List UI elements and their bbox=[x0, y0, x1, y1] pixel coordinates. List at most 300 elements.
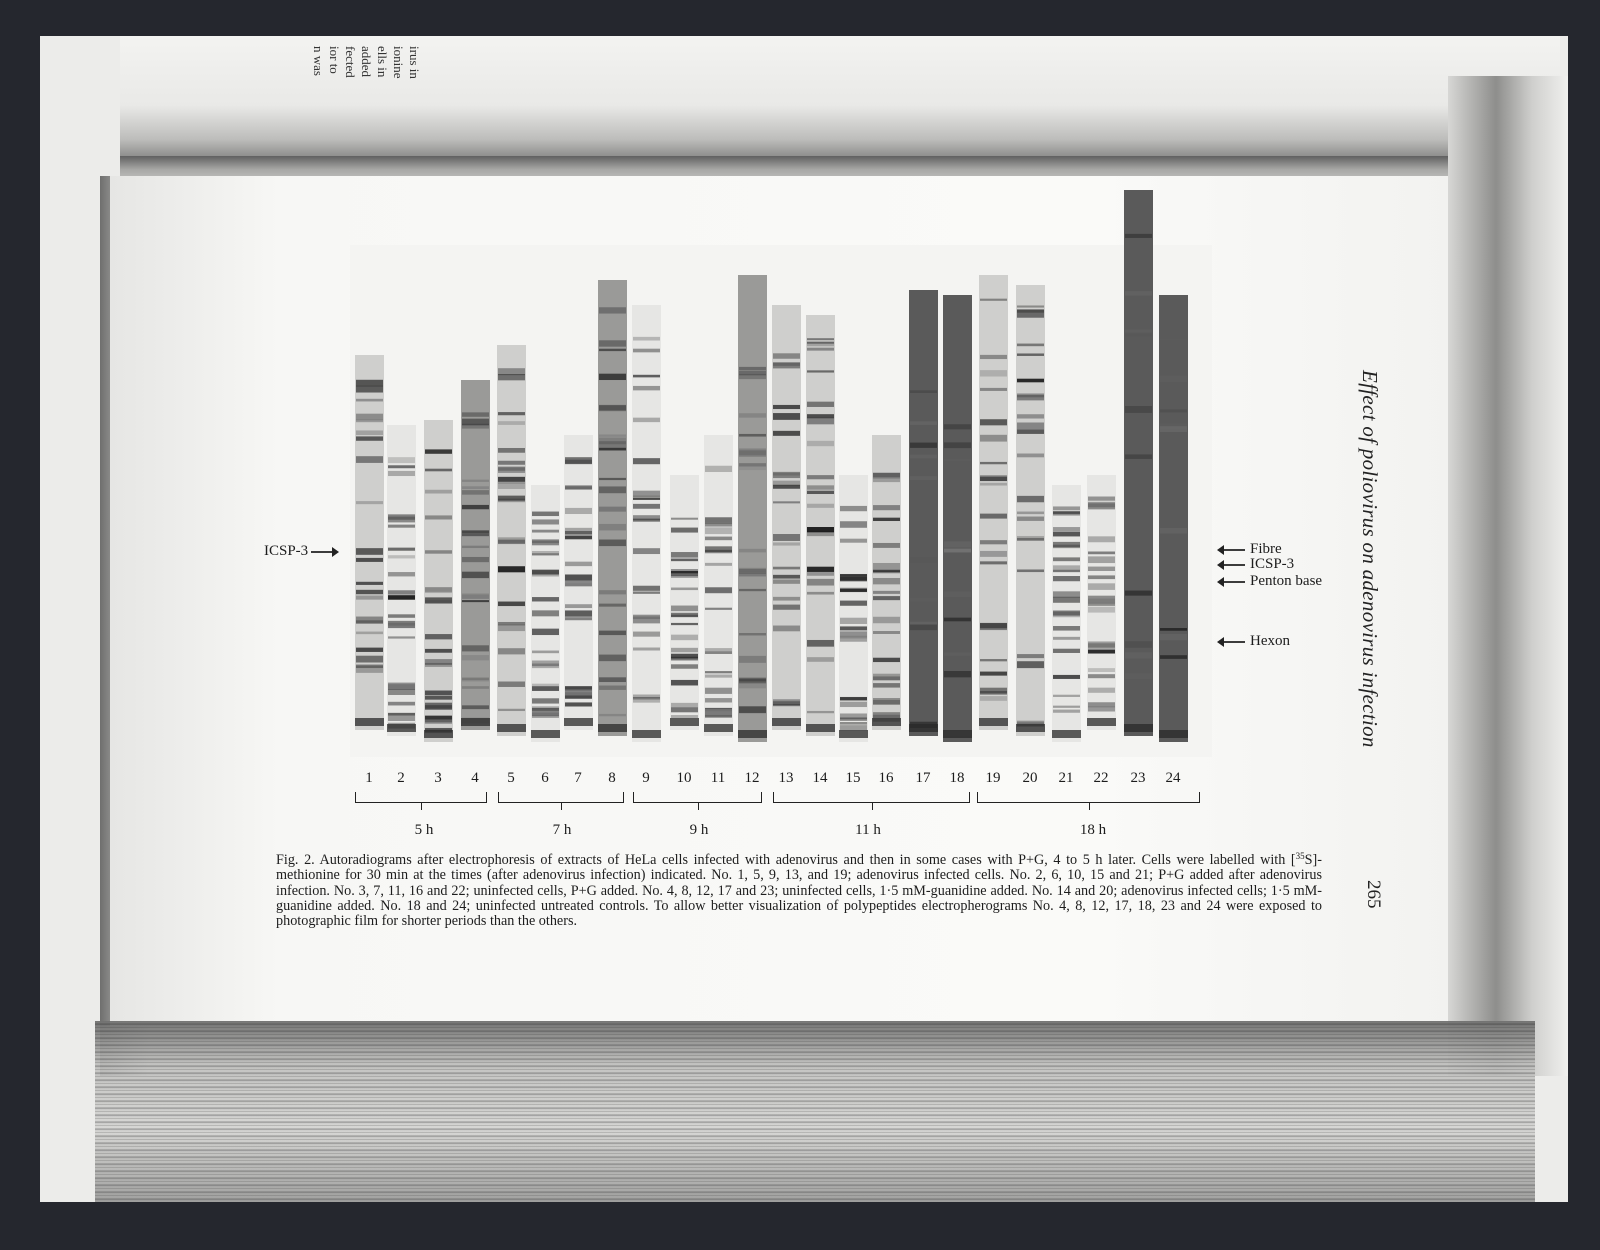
gel-band bbox=[388, 636, 415, 638]
gel-band bbox=[873, 543, 900, 548]
gel-band bbox=[739, 568, 766, 572]
gel-band bbox=[944, 459, 971, 461]
lane-number: 23 bbox=[1130, 770, 1146, 786]
gel-band bbox=[498, 461, 525, 465]
gel-band bbox=[1017, 344, 1044, 347]
gel-band bbox=[807, 527, 834, 532]
gel-band bbox=[1017, 379, 1044, 383]
gel-band bbox=[705, 527, 732, 534]
bracket-5h bbox=[355, 792, 487, 803]
gel-band bbox=[873, 658, 900, 662]
gel-band bbox=[633, 697, 660, 699]
gel-band bbox=[1125, 330, 1152, 333]
gel-band bbox=[840, 589, 867, 592]
gel-band bbox=[565, 574, 592, 580]
gel-dye-front bbox=[943, 730, 972, 738]
gel-band bbox=[1053, 675, 1080, 679]
gel-band bbox=[498, 540, 525, 544]
gel-band bbox=[807, 342, 834, 344]
marker-label: ICSP-3 bbox=[1250, 556, 1295, 572]
gel-band bbox=[910, 557, 937, 562]
gel-dye-front bbox=[738, 730, 767, 738]
prev-line: irus in bbox=[407, 46, 422, 79]
gel-band bbox=[1160, 634, 1187, 640]
gel-band bbox=[462, 490, 489, 495]
gel-band bbox=[462, 705, 489, 709]
gel-band bbox=[462, 572, 489, 578]
gel-band bbox=[1088, 551, 1115, 554]
prev-line: ionine bbox=[391, 46, 406, 79]
gel-band bbox=[599, 434, 626, 436]
gel-band bbox=[944, 549, 971, 553]
gel-band bbox=[840, 632, 867, 639]
gel-band bbox=[671, 606, 698, 612]
gel-band bbox=[840, 521, 867, 528]
gel-band bbox=[1088, 497, 1115, 501]
caption-text-2: S]-methionine for 30 min at the times (after adenovirus infection) indicated. No. 1, 5, 9, 13, and 19; adenovirus infected cells. No. 2, 6, 10, 15 and 21; P+G added after adenovirus infection. No. 3, 7, 11, 16 and 22; uninfected cells, P+G added. No. 4, 8, 12, 17 and 23; uninfected cells, 1·5 mM-guanidine added. No. 14 and 20; adenovirus infected cells; 1·5 mM-guanidine added. No. 18 and 24; uninfected untreated controls. To allow better visualization of polypeptides electropherograms No. 4, 8, 12, 17, 18, 23 and 24 were exposed to photographic film for shorter periods than the others. bbox=[276, 852, 1322, 930]
gel-band bbox=[807, 592, 834, 595]
gel-band bbox=[462, 486, 489, 489]
gel-band bbox=[356, 667, 383, 673]
gel-band bbox=[671, 715, 698, 718]
gel-lane bbox=[909, 290, 938, 736]
gel-band bbox=[1053, 532, 1080, 537]
lane-number: 13 bbox=[778, 770, 794, 786]
gel-band bbox=[739, 453, 766, 455]
gel-band bbox=[462, 530, 489, 533]
lane-number: 20 bbox=[1022, 770, 1038, 786]
gel-band bbox=[388, 555, 415, 558]
gel-band bbox=[671, 680, 698, 686]
gel-band bbox=[1125, 291, 1152, 296]
gel-band bbox=[388, 465, 415, 468]
gel-band bbox=[739, 679, 766, 681]
gel-band bbox=[356, 386, 383, 393]
gel-band bbox=[1088, 706, 1115, 711]
gel-band bbox=[705, 715, 732, 718]
gel-band bbox=[773, 605, 800, 610]
gel-band bbox=[356, 656, 383, 663]
gel-band bbox=[1088, 599, 1115, 605]
gel-band bbox=[739, 434, 766, 437]
gel-band bbox=[1017, 313, 1044, 318]
gel-band bbox=[532, 512, 559, 517]
gel-band bbox=[388, 548, 415, 551]
gel-band bbox=[807, 370, 834, 372]
gel-band bbox=[425, 696, 452, 700]
gel-band bbox=[532, 661, 559, 667]
gel-band bbox=[532, 597, 559, 601]
gel-band bbox=[425, 719, 452, 723]
gel-band bbox=[910, 390, 937, 393]
gel-band bbox=[807, 640, 834, 647]
lane-number: 18 bbox=[949, 770, 965, 786]
gel-band bbox=[807, 657, 834, 662]
gel-band bbox=[739, 413, 766, 417]
time-label: 18 h bbox=[1079, 822, 1107, 838]
gel-band bbox=[532, 686, 559, 691]
gel-band bbox=[840, 601, 867, 606]
gel-band bbox=[565, 562, 592, 566]
gel-band bbox=[910, 622, 937, 624]
gel-band bbox=[498, 622, 525, 625]
gel-band bbox=[599, 340, 626, 346]
gel-dye-front bbox=[772, 718, 801, 726]
gel-lane bbox=[1016, 285, 1045, 736]
gel-dye-front bbox=[1124, 724, 1153, 732]
arrow-right-icon bbox=[308, 546, 340, 558]
gel-band bbox=[1125, 454, 1152, 459]
gel-band bbox=[462, 419, 489, 426]
gel-band bbox=[773, 626, 800, 632]
gel-band bbox=[1088, 668, 1115, 672]
gel-band bbox=[1125, 334, 1152, 337]
gel-band bbox=[840, 539, 867, 543]
gel-band bbox=[498, 648, 525, 654]
gel-dye-front bbox=[670, 718, 699, 726]
right-marker-hexon bbox=[1216, 633, 1290, 650]
gel-lane bbox=[632, 305, 661, 742]
gel-band bbox=[705, 563, 732, 566]
gel-band bbox=[773, 353, 800, 358]
gel-band bbox=[462, 557, 489, 562]
gel-band bbox=[532, 610, 559, 616]
gel-dye-front bbox=[598, 724, 627, 732]
gel-band bbox=[462, 600, 489, 602]
gel-dye-front bbox=[1052, 730, 1081, 738]
gel-band bbox=[599, 405, 626, 411]
gel-band bbox=[633, 504, 660, 509]
gel-band bbox=[773, 362, 800, 368]
gel-band bbox=[1053, 695, 1080, 697]
gel-band bbox=[980, 688, 1007, 695]
gel-dye-front bbox=[872, 718, 901, 726]
gel-band bbox=[1017, 654, 1044, 658]
gel-band bbox=[1125, 406, 1152, 413]
gel-dye-front bbox=[531, 730, 560, 738]
gel-band bbox=[633, 699, 660, 702]
gel-band bbox=[1160, 338, 1187, 340]
gel-band bbox=[671, 613, 698, 617]
gel-band bbox=[565, 690, 592, 696]
lane-number: 15 bbox=[845, 770, 861, 786]
gel-band bbox=[599, 590, 626, 594]
gel-band bbox=[980, 696, 1007, 701]
gel-band bbox=[356, 590, 383, 594]
gel-band bbox=[1125, 591, 1152, 596]
gel-band bbox=[565, 610, 592, 616]
gel-band bbox=[705, 466, 732, 472]
gel-band bbox=[532, 712, 559, 716]
gel-band bbox=[807, 504, 834, 508]
gel-band bbox=[425, 663, 452, 667]
gel-band bbox=[840, 722, 867, 725]
gel-band bbox=[356, 665, 383, 667]
gel-band bbox=[873, 596, 900, 600]
gel-band bbox=[425, 597, 452, 603]
gel-band bbox=[599, 655, 626, 662]
gel-band bbox=[1017, 393, 1044, 397]
gel-band bbox=[773, 575, 800, 579]
gel-band bbox=[1088, 650, 1115, 654]
gel-band bbox=[807, 579, 834, 586]
marker-label: Fibre bbox=[1250, 541, 1282, 557]
gel-band bbox=[498, 368, 525, 375]
lane-number: 4 bbox=[471, 770, 479, 786]
gel-band bbox=[498, 602, 525, 607]
arrow-left-icon bbox=[1216, 576, 1248, 588]
arrow-left-icon bbox=[1216, 559, 1248, 571]
gel-band bbox=[807, 711, 834, 713]
gel-band bbox=[388, 572, 415, 576]
gel-band bbox=[773, 699, 800, 704]
gel-band bbox=[739, 549, 766, 553]
gel-band bbox=[671, 571, 698, 573]
gel-band bbox=[1088, 556, 1115, 563]
gel-band bbox=[1053, 514, 1080, 516]
gel-band bbox=[980, 483, 1007, 486]
gel-band bbox=[462, 645, 489, 651]
gel-band bbox=[1088, 536, 1115, 542]
gel-band bbox=[462, 686, 489, 689]
gel-band bbox=[671, 654, 698, 659]
gel-band bbox=[599, 604, 626, 607]
lane-number: 21 bbox=[1058, 770, 1074, 786]
gel-lane bbox=[772, 305, 801, 730]
gel-band bbox=[1125, 652, 1152, 658]
gel-band bbox=[773, 501, 800, 503]
gel-lane bbox=[355, 355, 384, 730]
prev-line: n was bbox=[311, 46, 326, 76]
gel-band bbox=[599, 374, 626, 380]
gel-band bbox=[980, 435, 1007, 442]
gel-band bbox=[498, 682, 525, 687]
gel-band bbox=[739, 633, 766, 635]
gel-band bbox=[425, 469, 452, 472]
gel-band bbox=[705, 550, 732, 553]
gel-band bbox=[425, 550, 452, 553]
gel-band bbox=[1017, 496, 1044, 502]
gel-band bbox=[705, 675, 732, 678]
gel-band bbox=[565, 485, 592, 489]
gel-band bbox=[1017, 305, 1044, 307]
gel-band bbox=[356, 558, 383, 562]
gel-band bbox=[565, 536, 592, 540]
gel-band bbox=[388, 471, 415, 476]
bracket-7h bbox=[498, 792, 624, 803]
gel-band bbox=[356, 501, 383, 504]
gel-band bbox=[532, 540, 559, 545]
gel-band bbox=[1088, 641, 1115, 647]
gel-band bbox=[1053, 576, 1080, 581]
gel-band bbox=[565, 580, 592, 586]
gel-band bbox=[1088, 674, 1115, 678]
gel-band bbox=[1160, 655, 1187, 659]
gel-band bbox=[565, 702, 592, 706]
gel-band bbox=[633, 386, 660, 390]
gel-band bbox=[462, 412, 489, 416]
gel-band bbox=[532, 708, 559, 712]
gel-band bbox=[980, 355, 1007, 359]
lane-number: 1 bbox=[365, 770, 373, 786]
gel-band bbox=[980, 475, 1007, 481]
gel-band bbox=[388, 590, 415, 594]
gel-band bbox=[1088, 575, 1115, 579]
gel-band bbox=[1160, 628, 1187, 631]
gel-dye-front bbox=[387, 724, 416, 732]
gel-band bbox=[462, 595, 489, 599]
gel-band bbox=[840, 725, 867, 730]
gel-band bbox=[807, 402, 834, 407]
gel-band bbox=[388, 716, 415, 721]
time-label: 7 h bbox=[552, 822, 572, 838]
lane-number: 9 bbox=[642, 770, 650, 786]
gel-band bbox=[873, 477, 900, 482]
gel-band bbox=[807, 348, 834, 351]
gel-band bbox=[388, 525, 415, 528]
gel-band bbox=[599, 486, 626, 493]
gel-band bbox=[532, 571, 559, 576]
gel-band bbox=[633, 616, 660, 623]
gel-band bbox=[840, 574, 867, 580]
gel-band bbox=[388, 682, 415, 684]
gel-band bbox=[910, 454, 937, 458]
lane-number: 8 bbox=[608, 770, 616, 786]
gel-band bbox=[705, 688, 732, 694]
gel-band bbox=[633, 548, 660, 554]
gel-band bbox=[773, 579, 800, 583]
gel-band bbox=[633, 491, 660, 497]
gel-band bbox=[599, 686, 626, 690]
lane-number: 10 bbox=[676, 770, 692, 786]
gel-band bbox=[671, 528, 698, 533]
gel-band bbox=[739, 466, 766, 470]
gel-band bbox=[1053, 527, 1080, 532]
gel-lane bbox=[670, 475, 699, 730]
gel-band bbox=[873, 505, 900, 510]
gel-band bbox=[671, 552, 698, 558]
gel-band bbox=[633, 648, 660, 651]
gel-band bbox=[356, 617, 383, 623]
time-label: 11 h bbox=[855, 822, 881, 838]
gel-band bbox=[356, 399, 383, 402]
gel-band bbox=[356, 632, 383, 635]
gel-band bbox=[671, 664, 698, 668]
gel-band bbox=[773, 534, 800, 541]
gel-band bbox=[807, 567, 834, 572]
gel-band bbox=[807, 441, 834, 446]
gel-band bbox=[873, 518, 900, 521]
gel-band bbox=[873, 591, 900, 594]
gel-band bbox=[873, 698, 900, 705]
gel-band bbox=[425, 634, 452, 639]
arrow-left-icon bbox=[1216, 636, 1248, 648]
gel-band bbox=[498, 483, 525, 489]
gel-band bbox=[980, 388, 1007, 391]
lane-number: 11 bbox=[710, 770, 726, 786]
marker-label: ICSP-3 bbox=[264, 543, 309, 559]
gel-band bbox=[498, 566, 525, 572]
gel-band bbox=[565, 604, 592, 608]
gel-band bbox=[980, 672, 1007, 675]
bracket-9h bbox=[633, 792, 762, 803]
gel-band bbox=[425, 449, 452, 453]
gel-band bbox=[671, 588, 698, 591]
gel-band bbox=[633, 349, 660, 353]
gel-band bbox=[633, 586, 660, 591]
gel-band bbox=[356, 380, 383, 387]
gel-band bbox=[910, 476, 937, 480]
gel-band bbox=[671, 648, 698, 652]
gel-band bbox=[944, 541, 971, 547]
lane-number: 5 bbox=[507, 770, 515, 786]
gel-band bbox=[1088, 583, 1115, 590]
gel-band bbox=[498, 477, 525, 482]
gel-band bbox=[807, 485, 834, 489]
gel-band bbox=[425, 515, 452, 519]
gel-band bbox=[462, 480, 489, 482]
gel-band bbox=[633, 337, 660, 341]
gel-band bbox=[873, 578, 900, 584]
gel-band bbox=[980, 419, 1007, 425]
gel-band bbox=[773, 542, 800, 545]
gel-band bbox=[599, 524, 626, 530]
gel-band bbox=[462, 533, 489, 536]
gel-band bbox=[1017, 517, 1044, 521]
gel-band bbox=[873, 570, 900, 573]
gel-band bbox=[462, 655, 489, 660]
lane-number: 14 bbox=[812, 770, 828, 786]
page-edge-right bbox=[1448, 76, 1568, 1076]
gel-band bbox=[944, 671, 971, 677]
gel-band bbox=[739, 367, 766, 370]
gel-band bbox=[532, 553, 559, 555]
gel-band bbox=[944, 652, 971, 656]
bracket-18h bbox=[977, 792, 1200, 803]
gel-band bbox=[356, 648, 383, 652]
left-marker-icsp3 bbox=[264, 543, 340, 560]
gel-band bbox=[807, 414, 834, 418]
gel-dye-front bbox=[839, 730, 868, 738]
gel-band bbox=[498, 625, 525, 631]
gel-band bbox=[739, 706, 766, 713]
gel-band bbox=[1053, 706, 1080, 708]
gel-band bbox=[705, 518, 732, 524]
gel-band bbox=[1160, 376, 1187, 382]
gel-band bbox=[388, 514, 415, 519]
gel-band bbox=[671, 559, 698, 562]
gel-band bbox=[532, 530, 559, 533]
gel-band bbox=[671, 623, 698, 625]
gel-band bbox=[944, 592, 971, 598]
gel-band bbox=[599, 714, 626, 716]
gel-band bbox=[356, 456, 383, 463]
gel-band bbox=[356, 430, 383, 435]
running-title: Effect of poliovirus on adenovirus infection bbox=[1358, 370, 1382, 748]
gel-dye-front bbox=[979, 718, 1008, 726]
bracket-11h bbox=[773, 792, 970, 803]
gel-band bbox=[599, 307, 626, 313]
gel-band bbox=[356, 548, 383, 555]
gel-band bbox=[462, 546, 489, 548]
gel-band bbox=[773, 431, 800, 436]
gel-dye-front bbox=[806, 724, 835, 732]
gel-dye-front bbox=[355, 718, 384, 726]
gel-band bbox=[671, 518, 698, 520]
gel-band bbox=[1017, 422, 1044, 429]
lane-number: 19 bbox=[985, 770, 1001, 786]
gel-band bbox=[1053, 611, 1080, 616]
